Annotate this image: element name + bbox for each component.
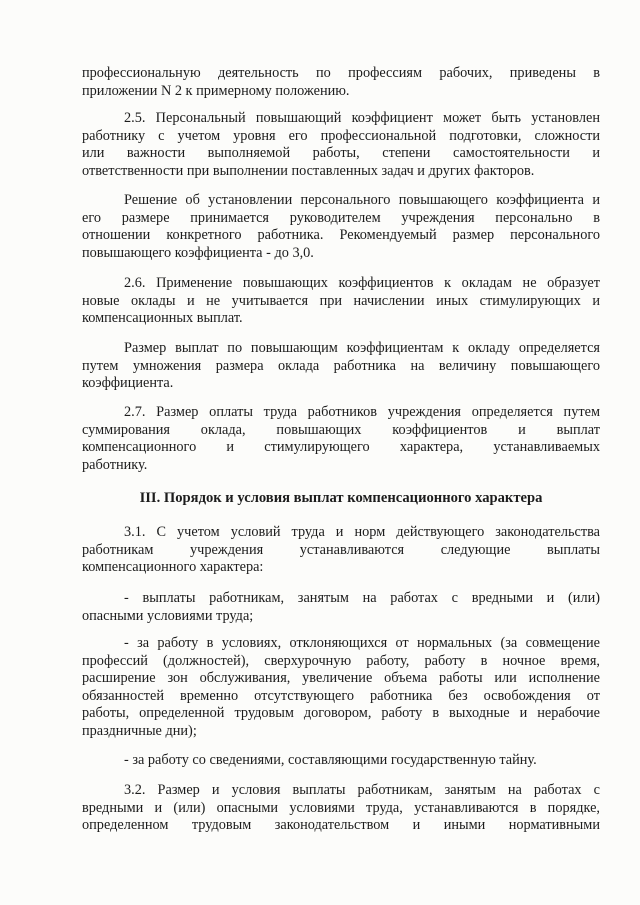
text-line: путем умножения размера оклада работника на величину повышающего [82, 357, 600, 374]
paragraph-decision [82, 192, 600, 262]
text-line: праздничные дни); [82, 722, 197, 739]
text-line: работнику с учетом уровня его профессиональной подготовки, сложности [82, 127, 600, 144]
text-line: 2.5. Персональный повышающий коэффициент может быть установлен [124, 110, 600, 126]
text-line: вредными и (или) опасными условиями труда, устанавливаются в порядке, [82, 799, 600, 816]
paragraph-2-7 [82, 404, 600, 474]
text-line: профессий (должностей), сверхурочную работу, работу в ночное время, [82, 652, 600, 669]
text-line: профессиональную деятельность по профессиям рабочих, приведены в [82, 65, 600, 81]
paragraph-harmful [82, 590, 600, 625]
text-line: 3.2. Размер и условия выплаты работникам, занятым на работах с [124, 782, 600, 798]
paragraph-3-2 [82, 782, 600, 835]
paragraph-3-1 [82, 524, 600, 577]
text-line: ответственности при выполнении поставленных задач и других факторов. [82, 162, 535, 179]
text-line: повышающего коэффициента - до 3,0. [82, 244, 314, 261]
text-line: 3.1. С учетом условий труда и норм действующего законодательства [124, 524, 600, 540]
paragraph-deviating [82, 635, 600, 741]
text-line: обязанностей временно отсутствующего работника без освобождения от [82, 687, 600, 704]
paragraph-size [82, 340, 600, 393]
text-line: работникам учреждения устанавливаются следующие выплаты [82, 541, 600, 558]
text-line: Решение об установлении персонального повышающего коэффициента и [124, 192, 600, 208]
text-line: его размере принимается руководителем учреждения персонально в [82, 209, 600, 226]
text-line: приложении N 2 к примерному положению. [82, 82, 350, 99]
text-line: 2.6. Применение повышающих коэффициентов к окладам не образует [124, 275, 600, 291]
text-line: опасными условиями труда; [82, 607, 254, 624]
text-line: Размер выплат по повышающим коэффициентам к окладу определяется [124, 340, 600, 356]
text-line: или важности выполняемой работы, степени самостоятельности и [82, 145, 600, 162]
text-line: - за работу со сведениями, составляющими государственную тайну. [124, 752, 537, 768]
section-heading: III. Порядок и условия выплат компенсационного характера [139, 490, 543, 506]
text-line: компенсационного характера: [82, 559, 264, 576]
text-line: 2.7. Размер оплаты труда работников учреждения определяется путем [124, 404, 600, 420]
text-line: расширение зон обслуживания, увеличение объема работы или исполнение [82, 670, 600, 687]
text-line: компенсационного и стимулирующего характера, устанавливаемых [82, 439, 600, 456]
text-line: - за работу в условиях, отклоняющихся от нормальных (за совмещение [124, 635, 600, 651]
paragraph-2-5 [82, 110, 600, 180]
paragraph-continuation [82, 65, 600, 100]
paragraph-secret [82, 752, 600, 770]
text-line: компенсационных выплат. [82, 310, 243, 327]
text-line: работы, определенной трудовым договором, работу в выходные и нерабочие [82, 705, 600, 722]
text-line: новые оклады и не учитывается при начислении иных стимулирующих и [82, 292, 600, 309]
text-line: отношении конкретного работника. Рекомендуемый размер персонального [82, 227, 600, 244]
paragraph-2-6 [82, 275, 600, 328]
text-line: - выплаты работникам, занятым на работах с вредными и (или) [124, 590, 600, 606]
text-line: коэффициента. [82, 375, 174, 392]
text-line: работнику. [82, 456, 148, 473]
text-line: определенном трудовым законодательством и иными нормативными [82, 817, 600, 834]
text-line: суммирования оклада, повышающих коэффициентов и выплат [82, 421, 600, 438]
